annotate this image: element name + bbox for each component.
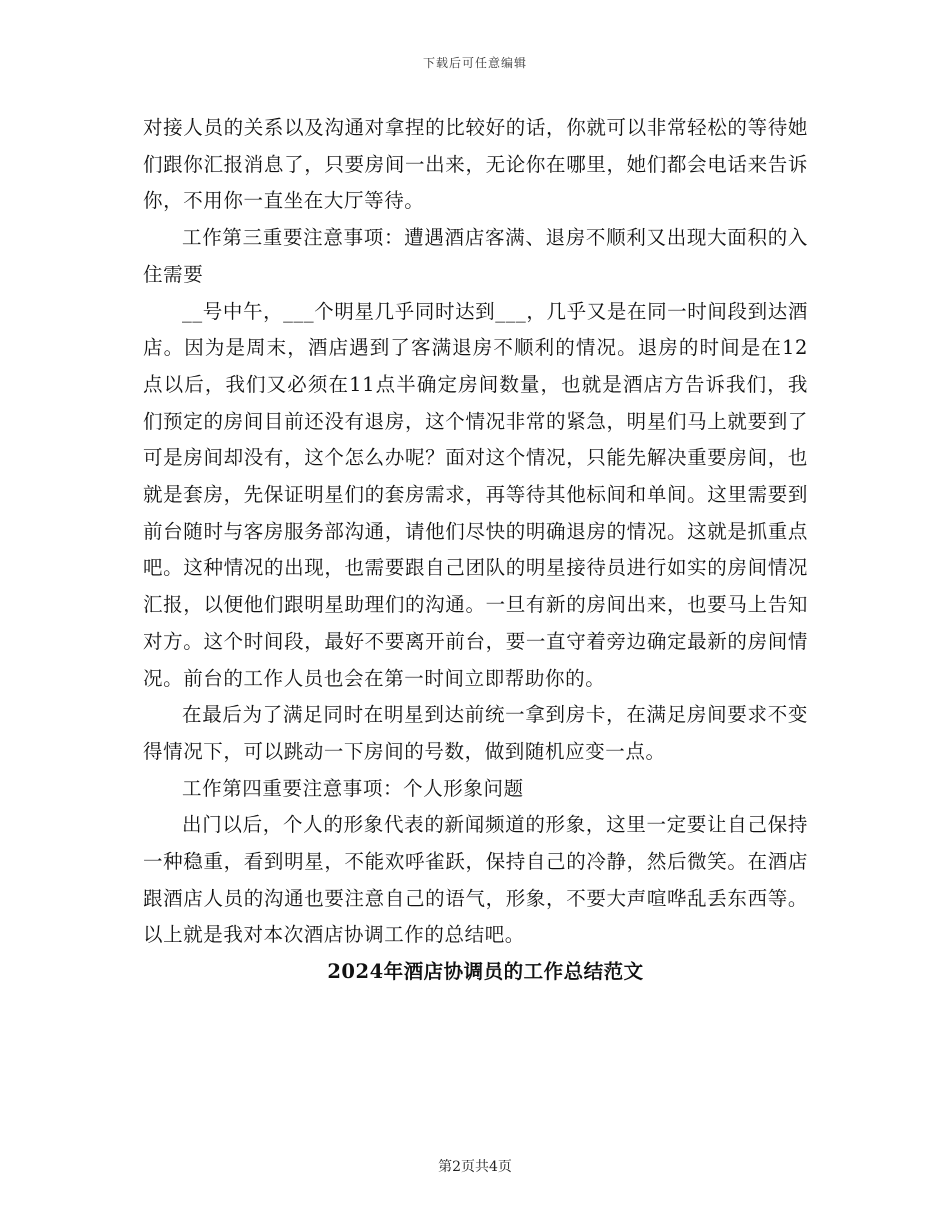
paragraph-room-card: 在最后为了满足同时在明星到达前统一拿到房卡，在满足房间要求不变得情况下，可以跳动一下房间的号数，做到随机应变一点。	[143, 703, 808, 763]
paragraph-continuation: 对接人员的关系以及沟通对拿捏的比较好的话，你就可以非常轻松的等待她们跟你汇报消息了，只要房间一出来，无论你在哪里，她们都会电话来告诉你，不用你一直坐在大厅等待。	[143, 116, 808, 213]
document-body	[143, 110, 808, 991]
paragraph-personal-image: 出门以后，个人的形象代表的新闻频道的形象，这里一定要让自己保持一种稳重，看到明星，不能欢呼雀跃，保持自己的冷静，然后微笑。在酒店跟酒店人员的沟通也要注意自己的语气，形象，不要大声喧哗乱丢东西等。以上就是我对本次酒店协调工作的总结吧。	[143, 813, 808, 947]
page-header: 下载后可任意编辑	[422, 56, 527, 70]
paragraph-heading-item-four: 工作第四重要注意事项：个人形象问题	[182, 776, 524, 800]
paragraph-hotel-full-case: __号中午，___个明星几乎同时达到___，几乎又是在同一时间段到达酒店。因为是周末，酒店遇到了客满退房不顺利的情况。退房的时间是在12点以后，我们又必须在11点半确定房间数量，也就是酒店方告诉我们，我们预定的房间目前还没有退房，这个情况非常的紧急，明星们马上就要到了可是房间却没有，这个怎么办呢？面对这个情况，只能先解决重要房间，也就是套房，先保证明星们的套房需求，再等待其他标间和单间。这里需要到前台随时与客房服务部沟通，请他们尽快的明确退房的情况。这就是抓重点吧。这种情况的出现，也需要跟自己团队的明星接待员进行如实的房间情况汇报，以便他们跟明星助理们的沟通。一旦有新的房间出来，也要马上告知对方。这个时间段，最好不要离开前台，要一直守着旁边确定最新的房间情况。前台的工作人员也会在第一时间立即帮助你的。	[143, 299, 808, 690]
paragraph-heading-item-three: 工作第三重要注意事项：遭遇酒店客满、退房不顺利又出现大面积的入住需要	[143, 226, 808, 286]
page-footer: 第2页共4页	[438, 1159, 512, 1175]
section-title: 2024年酒店协调员的工作总结范文	[327, 960, 644, 984]
